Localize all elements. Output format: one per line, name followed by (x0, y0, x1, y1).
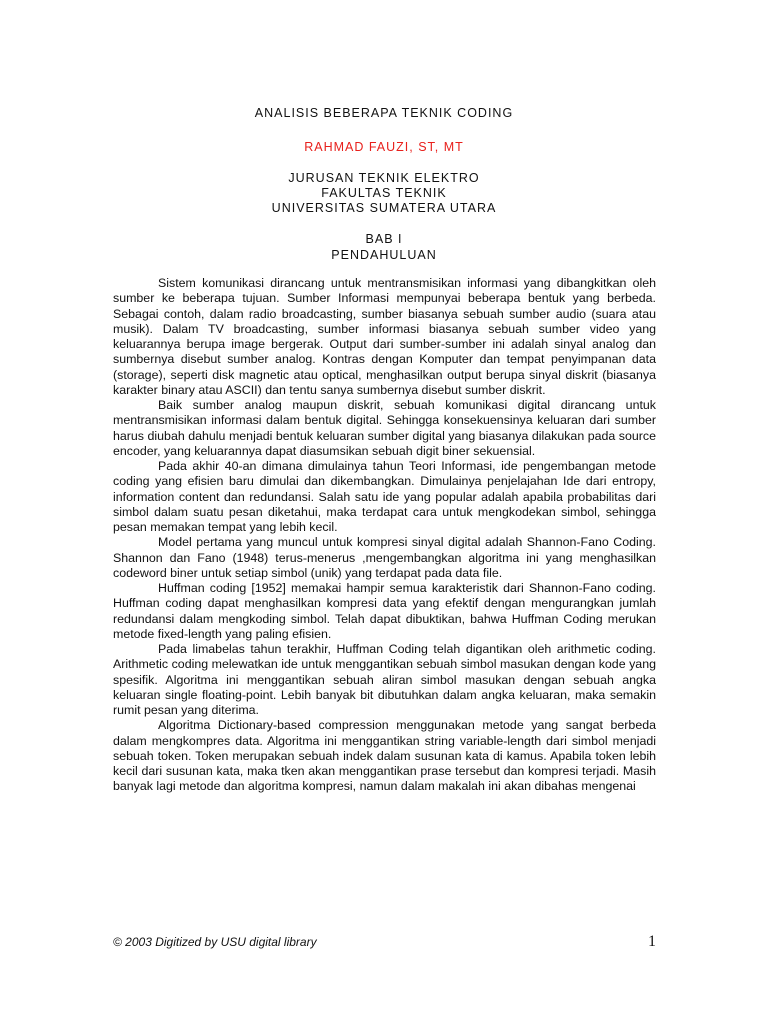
paragraph-1: Sistem komunikasi dirancang untuk mentransmisikan informasi yang dibangkitkan oleh sumber ke beberapa tujuan. Sumber Informasi mempunyai beberapa bentuk yang berbeda. Sebagai contoh, dalam radio broadcasting, sumber biasanya sebuah sumber audio (suara atau musik). Dalam TV broadcasting, sumber informasi biasanya sebuah sumber video yang keluarannya berupa image bergerak. Output dari sumber-sumber ini adalah sinyal analog dan sumbernya disebut sumber analog. Kontras dengan Komputer dan tempat penyimpanan data (storage), seperti disk magnetic atau optical, menghasilkan output berupa sinyal diskrit (biasanya karakter binary atau ASCII) dan tentu sanya sumbernya disebut sumber diskrit. (113, 276, 656, 397)
author-name: RAHMAD FAUZI, ST, MT (304, 140, 464, 154)
chapter-title: PENDAHULUAN (331, 248, 437, 262)
chapter-number: BAB I (365, 232, 403, 246)
paragraph-2: Baik sumber analog maupun diskrit, sebuah komunikasi digital dirancang untuk mentransmisikan informasi dalam bentuk digital. Sehingga konsekuensinya keluaran dari sumber harus diubah dahulu menjadi bentuk keluaran sumber digital yang biasanya dilakukan pada source encoder, yang keluarannya dapat diasumsikan sebuah digit biner sekuensial. (113, 398, 656, 458)
affiliation-university: UNIVERSITAS SUMATERA UTARA (271, 201, 497, 215)
affiliation-department: JURUSAN TEKNIK ELEKTRO (288, 171, 480, 185)
paragraph-5: Huffman coding [1952] memakai hampir semua karakteristik dari Shannon-Fano coding. Huffman coding dapat menghasilkan kompresi data yang efektif dengan mengurangkan jumlah redundansi dalam mengkoding simbol. Telah dapat dibuktikan, bahwa Huffman Coding merukan metode fixed-length yang paling efisien. (113, 581, 656, 641)
page-footer (113, 935, 656, 953)
paragraph-4: Model pertama yang muncul untuk kompresi sinyal digital adalah Shannon-Fano Coding. Shannon dan Fano (1948) terus-menerus ,mengembangkan algoritma ini yang menghasilkan codeword biner untuk setiap simbol (unik) yang terdapat pada data file. (113, 535, 656, 580)
copyright-notice: © 2003 Digitized by USU digital library (113, 935, 317, 949)
paragraph-6: Pada limabelas tahun terakhir, Huffman Coding telah digantikan oleh arithmetic coding. Arithmetic coding melewatkan ide untuk menggantikan sebuah simbol masukan dengan kode yang spesifik. Algoritma ini menggantikan sebuah aliran simbol masukan dengan sebuah angka keluaran single floating-point. Lebih banyak bit dibutuhkan dalam angka keluaran, maka semakin rumit pesan yang diterima. (113, 642, 656, 717)
body-text (113, 276, 656, 795)
document-title: ANALISIS BEBERAPA TEKNIK CODING (254, 106, 514, 120)
affiliation-faculty: FAKULTAS TEKNIK (321, 186, 447, 200)
page-number: 1 (648, 933, 656, 950)
paragraph-7: Algoritma Dictionary-based compression menggunakan metode yang sangat berbeda dalam mengkompres data. Algoritma ini menggantikan string variable-length dari simbol menjadi sebuah token. Token merupakan sebuah indek dalam susunan kata di kamus. Apabila token lebih kecil dari susunan kata, maka tken akan menggantikan prase tersebut dan kompresi terjadi. Masih banyak lagi metode dan algoritma kompresi, namun dalam makalah ini akan dibahas mengenai (113, 718, 656, 794)
paragraph-3: Pada akhir 40-an dimana dimulainya tahun Teori Informasi, ide pengembangan metode coding yang efisien baru dimulai dan dikembangkan. Dimulainya penjelajahan Ide dari entropy, information content dan redundansi. Salah satu ide yang popular adalah apabila probabilitas dari simbol dalam suatu pesan diketahui, maka terdapat cara untuk mengkodekan simbol, sehingga pesan memakan tempat yang lebih kecil. (113, 459, 656, 534)
